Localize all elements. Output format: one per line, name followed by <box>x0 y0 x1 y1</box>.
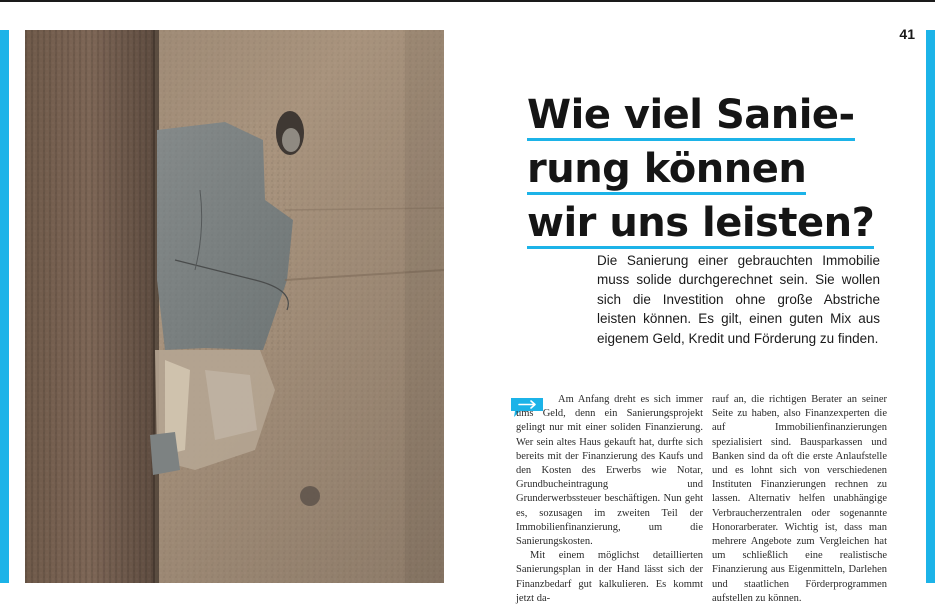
article-intro: Die Sanierung einer gebrauchten Immobilie muss solide durchgerechnet sein. Sie wollen sich die Investition ohne große Abstriche leisten können. Es gilt, einen guten Mix aus eigenem Geld, Kredit und Förderung zu finden. <box>597 253 880 346</box>
article-headline <box>527 88 874 250</box>
left-accent-bar <box>0 30 9 583</box>
headline-line-3: wir uns leisten? <box>527 196 874 250</box>
right-accent-bar <box>926 30 935 583</box>
headline-line-1: Wie viel Sanie- <box>527 88 874 142</box>
body-paragraph-2: Mit einem möglichst detaillierten Sanierungsplan in der Hand lässt sich der Finanzbedarf gut kalkulieren. Es kommt jetzt da- <box>516 550 703 604</box>
body-paragraph-3: rauf an, die richtigen Berater an seiner Seite zu haben, also Finanzexperten die auf Immobilienfinanzierungen spezialisiert sind. Bausparkassen und Banken sind da oft die erste Anlaufstelle und es lohnt sich von verschiedenen Instituten Finanzierungen rechnen zu lassen. Alternativ helfen unabhängige Verbraucherzentralen oder sogenannte Honorarberater. Wichtig ist, dass man mehrere Angebote zum Vergleichen hat um schließlich eine realistische Finanzierung aus Eigenmitteln, Darlehen und staatlichen Förderprogrammen aufstellen zu können. <box>712 394 887 604</box>
top-rule <box>0 0 935 2</box>
page-number: 41 <box>899 26 915 42</box>
body-column-left <box>516 393 703 606</box>
weathered-stone-wall-photo <box>25 30 444 583</box>
body-column-right <box>712 393 887 606</box>
body-paragraph-1: Am Anfang dreht es sich immer ums Geld, denn ein Sanierungsprojekt gelingt nur mit einer soliden Finanzierung. Wer sein altes Haus gekauft hat, durfte sich bereits mit der Finanzierung des Kaufs und den Kosten des Erwerbs wie Notar, Grundbucheintragung und Grunderwerbssteuer beschäftigen. Nun geht es, sozusagen im zweiten Teil der Immobilienfinanzierung, um die Sanierungskosten. <box>516 394 703 548</box>
headline-line-2: rung können <box>527 142 874 196</box>
